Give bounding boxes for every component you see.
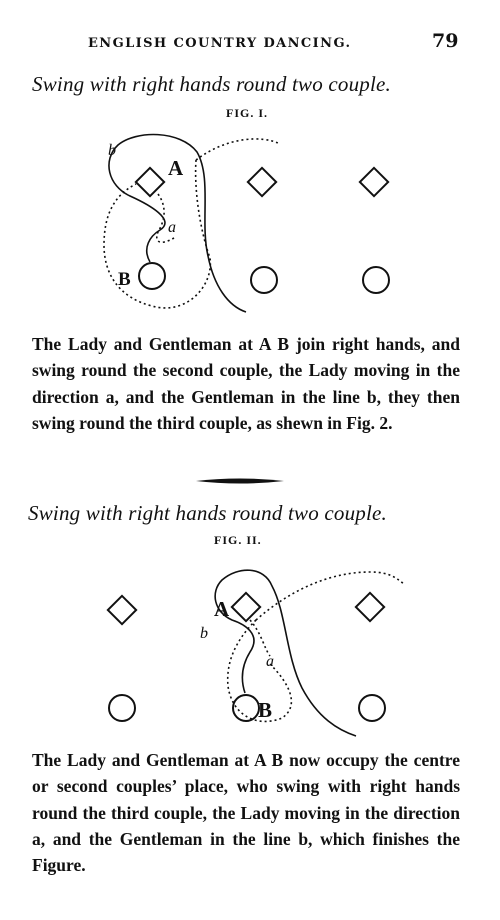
label-b-fig2: b [200,625,208,642]
circle-1-2 [251,267,277,293]
circle-2-3 [359,695,385,721]
circle-2-1 [109,695,135,721]
figure-1-label: FIG. I. [226,106,269,120]
diamond-2-3 [356,593,384,621]
label-a-fig2: a [266,653,274,670]
section-divider [196,479,284,484]
diamond-2-2 [232,593,260,621]
running-head: ENGLISH COUNTRY DANCING. [88,36,352,51]
path-b-solid-2 [215,570,356,736]
diamond-1-1 [136,168,164,196]
section-2-paragraph: The Lady and Gentleman at A B now occupy the centre or second couples’ place, who swing with right hands round the third couple, the Lady moving in the direction a, and the Gentleman in the line b, which finishes the Figure. [32,750,460,876]
section-1-title: Swing with right hands round two couple. [32,72,391,96]
label-B-fig2: B [258,698,273,722]
diamond-1-2 [248,168,276,196]
section-2-title: Swing with right hands round two couple. [28,501,387,525]
label-A-fig2: A [214,597,230,621]
label-A-fig1: A [168,156,184,180]
label-a-fig1: a [168,219,176,236]
diamond-1-3 [360,168,388,196]
figure-2-label: FIG. II. [214,533,262,547]
diamond-2-1 [108,596,136,624]
circle-1-1 [139,263,165,289]
section-1-paragraph: The Lady and Gentleman at A B join right hands, and swing round the second couple, the Lady moving in the direction a, and the Gentleman in the line b, they then swing round the third couple, as shewn in Fig. 2. [32,334,460,433]
circle-2-2 [233,695,259,721]
circle-1-3 [363,267,389,293]
label-b-fig1: b [108,142,116,159]
page-number: 79 [432,30,459,52]
label-B-fig1: B [118,269,131,290]
